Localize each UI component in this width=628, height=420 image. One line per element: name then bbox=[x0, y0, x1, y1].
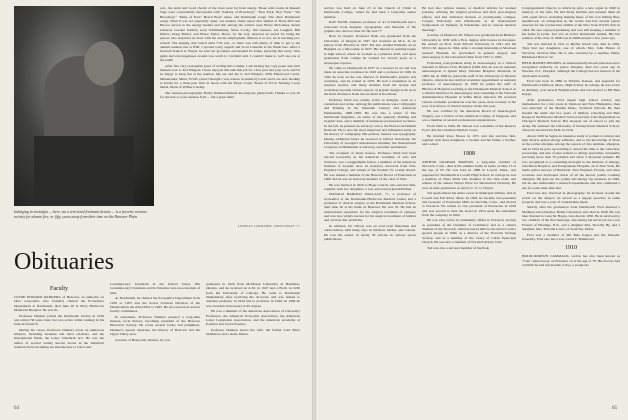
obituary-column-1 bbox=[14, 282, 104, 404]
reunion-photo bbox=[14, 6, 154, 206]
paragraph: About 1920 he began an intensive study of pollens to relieve and help diverse pollen allergy sufferers, and to his knowledge of those in the pollen allergies among the reports of this institute, allergists, and in 1954 he gave up teaching to devote his time to the collection, processing, and sale of pure pollens to allergy specialists, eventually servicing more than 70 patients and about 2 thousand patients. He was recognized as a consulting biologist to the Institute of Allergy, Cincinnati Hospital, and Postgraduate Hospital, all of New York. He made pollen surveys of Bermuda, New England, Florida, and other locations and developed charts of all the known pollen counting allergens. He gave up the pollen and allergy lay business in 1946, but he also maintained a research experiments and also continued a use for some time after that. bbox=[522, 133, 620, 190]
paragraph: In addition, Dr. Wilson was an avid trout fisherman and outdoorsman, with many trips in Vermont, Maine, and Canada. He was the author of nearly 30 articles in various sports publications. bbox=[324, 224, 416, 242]
section-title: Obituaries bbox=[14, 249, 114, 275]
paragraph: Professor Dankert leaves his wife, the former Lura Mary Slemmon; and a sister, Helen. bbox=[206, 327, 300, 337]
paragraph: Fred was a member of Phi Beta Kappa and the Masonic fraternity. Fred also has a son, Lewis F. Hammond. bbox=[522, 232, 620, 242]
paragraph: Professor Dankert joined the Dartmouth faculty in 1930 and retired 36 years later, but was active while walking in his farm in Norwich. bbox=[14, 313, 104, 327]
page-number: 64 bbox=[14, 406, 19, 411]
obituary-column-2 bbox=[110, 282, 200, 404]
class-year-subhead: 1908 bbox=[463, 150, 475, 157]
paragraph: Ted was also a devoted member of the Peak bbox=[427, 245, 490, 250]
paragraph: graduated in 1926 from McMaster University in Hamilton, Ontario, and he received an A.M. in 1927 and a Ph.D. in 1930 from the University of Chicago. He came to Dartmouth immediately after receiving his doctorate and was named to assistant professor in 1934 and to professor in 1946. In 1966 he was awarded an honorary A.M. degree. bbox=[206, 282, 300, 308]
paragraph: DONALD HAROLD WALLACE, 71, a professor of economics at the Dartmouth-Hitchcock Medical Center and a professor of clinical surgery at the Dartmouth Medical School, died June 30 at his home in Hanover. He was 70. He had an international reputation for the surgical treatment of epilepsy and was also widely known for his surgical treatment of lumbar and cervical disc problems. bbox=[324, 192, 416, 223]
paragraph: He came to Dartmouth in 1937 as a lecturer in art and was made an associate professor in 1943 and a professor in 1949. In 1945 he took on the role director of Dartmouth's graphic arts workshop, and he retired in 1970. He had a reputation as an inspired teacher, and many students from his lecture and workshops became various aspects of graphic design work on in the field. Professor Nash also lectured at Rochester. bbox=[324, 66, 416, 97]
paragraph: Following post-graduate study in neurosurgery as a clinical assistant at Ottawa Civic Hospital (1962–63), he was an assistant neurosurgeon at Queen Mary Veterans Hospital, Montreal, in 1963–64. In 1964 he joined the staff of the University of Western Ontario, where he also held an academic appointment as assistant professor of neurosurgery. In 1966 he joined the staff of Hitchcock Hospital, teaching at the Dartmouth Medical School as a clinical instructor in neurosurgery and consulting at the Veterans Administration Hospital in White River Junction. He received various academic promotions over the years, most recently to the post of professor of clinical surgery earlier this year. bbox=[422, 60, 516, 108]
paragraph: Shortly after his graduation from Dartmouth, Fred married a Methuen schoolteacher, Helen Cleveland, who died in 1928. He was later married to Lena M. Hayes, who died in 1950. He is survived by two children of the first marriage, and among his survivors are a son Francis of Hastings, N.Y., and a daughter Mrs. Dorothy Hy, and a daughter, Mrs. Priscilla Lewis, of Sault Ste. Marie. bbox=[522, 205, 620, 232]
right-page bbox=[316, 0, 628, 420]
photo-beanie bbox=[84, 41, 124, 86]
obituary-column-6 bbox=[522, 6, 620, 404]
obituary-column-4 bbox=[324, 6, 416, 404]
class-notes-column bbox=[160, 6, 300, 220]
paragraph: HOLM-NORTON CAMMACK, widow has also been known as "Cub," joined away on February 12 at the age of 78. His doctors had told him he had but months to live, a prognosis bbox=[522, 254, 620, 268]
left-page bbox=[0, 0, 312, 420]
paragraph: s.m., the spirit and vocal chords of the class were far from sleepy. Those with rooms in Russell Sage were conveniently surrounded with "Lullaby of Broadway," "New York, New York," "On Broadway," "Duke of Earl," Beach Boys' tunes, and Dartmouth songs. The other Dartmouth songs. What it was not especially quiet, our reunion chairs report that alumni of Theta Delt and Heorot served as the energy leaders and that among the wailers were Bruce McCaskey, Kevin Johnson, Gordon Schlich, Gary Schillhammer, Steve Coolly, Jim Gleason, Jon Laughrn, Bill Pellow, Doug Bristol, and Bruce Taylor. Bravo, by the way, deserves an award for being the person who surprised us most with his soloist employment. Believe it or not, he is teaching pre-school! The singing only lasted until 7:30 a.m., so there was still plenty of time to get to the alumni reunion run at 8:00. I spotted Larry Appell and Scott Lanzarie at the finish line. After a farewell brunch at Thayer we said our goodbyes and headed for home, knowing that every class game and ever-happiness around was worth it. Cicchetti said. I couldn't make it, we'll see you at the tenth! bbox=[160, 6, 300, 63]
paragraph: Fred was born in 1882 in Wichita, Kansas, and prepared for Dartmouth at Melrose, Mass., High School. In college, he was active in debating, won several English prizes and was elected to Phi Beta Kappa. bbox=[522, 79, 620, 97]
class-year-subhead: 1910 bbox=[565, 245, 577, 252]
paragraph: In retirement, Professor Dankert pursued a long-time interest, local history, becoming president of the Hanover Historical Society. He wrote several books and pamphlets, Dankert's special expertise, the history of Hanover and the Upper Valley area. bbox=[110, 314, 200, 337]
paragraph: Congregational Church, to which he gave a new organ in 1960 in memory of his wife. He had many hobbies and pursued them all with equal fervor, including making many of his own fishing flies, needlework, an antiquarian in the works and had several pieces selected for the Connecticut exhibit at the New York World's Fair in 1964. He also enjoyed gardening and was still helping a summer at his home in Lyme. Ted was an active Dartmouth alumni. His last reunion of the class of 1908 was in 1968 and just a few years ago. bbox=[522, 6, 620, 41]
paragraph: He was very active in community affairs in Norwich, serving as president of the Chamber of Commerce and as a charter member of the Norwich, which honored him for his service with a special plaque in 1960, as a director of the Norwich Savings Society, and as a member of the vestry of Christ Episcopal Church. He was also a member of Norwich Rotary Club. bbox=[422, 218, 516, 245]
paragraph: He had also written dozens of medical articles for learned journals, advising his surgical practices and their post-surgical effects, and had delivered lectures at participating colleges. Colgate University and Dartmouth, as an International Symposium on Epilepsy in Yokohama, and in various medical meetings. bbox=[422, 6, 516, 32]
class-notes-signature: LINDSAY LARRABEE GREENAWAY '77 bbox=[237, 224, 300, 228]
paragraph: At Dartmouth, he chaired the Economics Department from 1950 to 1955 and the Social Sciences Division of the Dartmouth in the mid-1950s to 1963. He also served on several faculty committees. bbox=[110, 296, 200, 314]
obituary-column-5 bbox=[422, 6, 516, 404]
paragraph: RAY NASH, emeritus professor of art at Dartmouth and a renowned book designer, typographer, and historian of the graphic arts, died on June 29. He was 77. bbox=[324, 20, 416, 33]
paragraph: The recipient of many honors, Professor Nash had been elected honorarily in the American Academy of Arts and Sciences, was a Guggenheim fellow, a member of the American Institute of Graphic Arts, an honorary doctorate from New England College, and winner of the Frederic W. Goudy Award. He was named a member of the Hanover Board of Education in 1960 and he was an honorary member of the class of 1941. bbox=[324, 150, 416, 181]
obituary-column-3 bbox=[206, 282, 300, 404]
paragraph: Ted spent almost his entire career in municipal utilities, first in Lowell and Fall River, Mass. In 1926, he became vice-president and treasurer of Pawtucket Mills in Talcville, Conn., and moved to Norwich. We retired as vice president of Pawtucket in 1958 and was second to then the board in 1954 upon his retirement from the company in 1962. bbox=[422, 191, 516, 217]
paragraph: ARTHUR GRAHAM BARTON, a long-time resident of Norwich, Conn., died at his summer home in Lyme on May 15 at the age of 93. He was born in 1886 in Lowell, Mass., and prepared for Dartmouth at Lowell High School. In college he was a member of Theta Delta Chi, member of the class team, and winner of the annual Thayer Prize for Mechanical Drawing. He won an after-graduation re-turn fo C. E. to Thayer. bbox=[422, 159, 516, 190]
paragraph: Ted was married in 1911 to Bertha Jewell who died in 1964. They had two daughters, one of whom, Mrs. John Batten of Norwich, survives him. He is also survived by a nephew, Henry Hammond Barton '32. bbox=[522, 41, 620, 59]
paragraph: From 1962 to 1969, Dr. Wilson was a member of the Reserve Force and the Canadian Medical Corps. bbox=[422, 123, 516, 133]
paragraph: He was married in 1929 to Hope Crouch, who survives him, together with two daughters, a son, and several grandchildren. bbox=[324, 182, 416, 191]
paragraph: After graduation, Fred taught high school science and mathematics for a few years in Vermont and New Hampshire, then was principal of the Malden Mass., Standard Schools. He then headed the ninth and two years of military schooling and Beta Kappa in the Hanover Medical School and later it the Department on Chicago's Medical School. But dropped out of school to join the Army. He attended the University of Pennsylvania Medical School, where he received his M.D. in 1916. bbox=[522, 97, 620, 133]
paragraph: A native of Montreal, Dr. Wilson was graduated from Bishop's University in 1939 with a B.A. degree with honors in literature. He earned an M.A. from McGill University in 1941 and his M.D.C.M. degree in 1944. After a rotating internship at Montreal General Hospital, he specialized in general surgery and neurosurgery at the Cleveland Clinic from 1957 to 1962. bbox=[422, 33, 516, 59]
paragraph: Professor Nash was widely active as designer, work as a consultant and writer. Among his publications were Calligraphy and Printing in the Sixteenth Century and American Penmanship, 1800–1850. He was also a writer of The Dartmouth magazine, an editor of the quarterly Printing and Graphic Arts, and a member of numerous professional societies. In the fall, he pursued an advisory role to the Boston and Miami Railroad. He is also the most important and influential study on the history of calligraphy. His primary interest was typography. During additional honor he received at Oxford University, the University of Georgia's Renaissance Institute, the International Congress on Humanism at Antwerp, and other institutions. bbox=[324, 97, 416, 150]
paragraph: HELD-HAINES DEGERN, an internationally known historian and a recognized authority on police allergies, died two years ago in Newark, N.J., Hospital, although the College has not learned of his death until recently. bbox=[522, 60, 620, 78]
paragraph: Born in Oregon, Professor Nash was graduated from the University of Oregon in 1927 and received an M.A. in art history from Harvard in 1947. He also studied Printeals art in Belgium on a fellowship in 1937. His interest in printing began in high school, where he worked as a printer's devil, and upon graduation from college he worked for several years as a newspaper reporter. bbox=[324, 34, 416, 65]
paragraph: After five very reasonable years of writing this column, I am turning my copy paper and such manual over to Ted Wingate. I have enjoyed this task this job for a fun year and your own, and I'd be happy to keep fun at the reunion. My ear and his to Ted Wingate, 4700 Emerwood Circle, Minnetonka, Minn. 55343. (And I thought I was remote in Atlanta!) Cards and it are now heading to Kevin for a three-year stint in Seoul with the Peace Corps. Board of Ed in Nursing Corps hands. Mark of Wilbur Lassing. bbox=[160, 63, 300, 90]
paragraph: service was held on June 23 at the Church of Christ at Dartmouth College, where he had been a long-time senior member. bbox=[324, 6, 416, 19]
page-number: 65 bbox=[612, 406, 617, 411]
paragraph: CLYDE EDWARD DANKERT, of Hanover, an authority on labor economics who formerly chaired the Economics Department at Dartmouth, died June 20 at Mary Hitchcock Memorial Hospital. He was 81. bbox=[14, 295, 104, 313]
paragraph: Contemporary Unionism in the United States. His Contemporary Unionism and Its Structure was an economist of time. bbox=[110, 282, 200, 295]
paragraph: He was certified by the American Board of Neurological Surgery, was a Fellow of the American College of Surgeons, and was a member of several professional organizations. bbox=[422, 109, 516, 123]
photo-caption: Indulging in nostalgia — here, via a tent-sized freshman beanie — is a favorite reunion activity for alumni five, or fifty, years away from their time on the Hanover Plain. bbox=[14, 210, 147, 219]
paragraph: During his career, Professor Dankert wrote on numerous subjects, including business and labor relations, and the International Bank, the Labor Standards Act. He was the author of several widely known books in the industrial relations field, including An Introduction to Labor and bbox=[14, 327, 104, 350]
paragraph: A native of Hepworth, Ontario, he was bbox=[115, 337, 170, 342]
paragraph: He married Rosa Moore in 1971 and she survives him, together with three daughters, a brother and his father, a brother, and a sister. bbox=[422, 133, 516, 147]
faculty-subhead: Faculty bbox=[50, 286, 68, 292]
photo-shadow bbox=[34, 136, 134, 206]
paragraph: Our reunion photographer Bobby finished himself shooting the guided talk. Thanks to you all for the ride to your reunion. Kid — but a great time! bbox=[160, 90, 300, 100]
paragraph: Fred was also involved in photography: he lectured around the world on the subject; he served as a supply preacher in some projects; and was a poet of considerable talent. bbox=[522, 191, 620, 204]
paragraph: He was a member of the American Association of University Professors, the American Economic Association, the American Labor Legislation Association, and the American Academy of Political and Social Science. bbox=[206, 309, 300, 327]
